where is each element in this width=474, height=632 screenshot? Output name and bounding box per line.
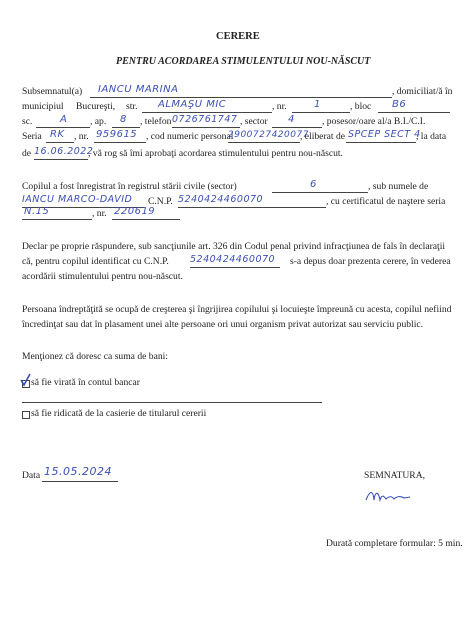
seria-label: Seria: [22, 131, 42, 142]
street-line: [142, 112, 272, 113]
seria-line: [46, 142, 74, 143]
child-name-value: IANCU MARCO-DAVID: [22, 194, 133, 205]
declar-line-3: acordării stimulentului pentru nou-născut.: [22, 271, 183, 282]
subsemnatul-label: Subsemnatul(a): [22, 86, 83, 97]
option-cashier-checkbox[interactable]: [22, 411, 30, 419]
cnp-value: 2900727420077: [228, 130, 309, 140]
de-label: de: [22, 148, 32, 159]
bloc-label: , bloc: [350, 101, 372, 112]
semnatura-label: SEMNATURA,: [364, 470, 426, 481]
sector-line: [272, 127, 322, 128]
numele-label: , sub numele de: [368, 181, 429, 192]
eliberat-value: SPCEP SECT 4: [348, 129, 421, 140]
applicant-name-value: IANCU MARINA: [98, 84, 179, 95]
street-label: str.: [126, 101, 138, 112]
domiciliat-label: , domiciliat/ă în: [392, 86, 453, 97]
bloc-value: B6: [392, 99, 407, 110]
persoana-line-1: Persoana îndreptăţită se ocupă de creşterea şi îngrijirea copilului şi locuieşte împreună cu acesta, copilul nefiind: [22, 304, 452, 315]
persoana-line-2: încredinţat sau dat în plasament unei alte persoane ori unui organism privat autorizat sau serviciu public.: [22, 319, 424, 330]
data-label: Data: [22, 470, 41, 481]
cnp-line: [228, 142, 300, 143]
municipiul-value: Bucureşti,: [76, 101, 116, 112]
mention-text: Menţionez că doresc ca suma de bani:: [22, 351, 168, 362]
signature-icon: [364, 486, 412, 508]
seria-value: RK: [50, 129, 65, 140]
id-nr-value: 959615: [96, 129, 138, 140]
sc-value: A: [60, 114, 68, 125]
sc-label: sc.: [22, 116, 33, 127]
date-value: 15.05.2024: [44, 465, 112, 478]
declar-cnp-value: 5240424460070: [190, 254, 276, 265]
ap-line: [112, 127, 140, 128]
la-data-label: , la data: [416, 131, 447, 142]
declar-line-2b: s-a depus doar prezenta cerere, în vederea: [290, 256, 451, 267]
de-value: 16.06.2022: [34, 146, 94, 157]
ap-value: 8: [120, 114, 127, 125]
declar-line-1: Declar pe proprie răspundere, sub sancţiunile art. 326 din Codul penal privind infracţiunea de fals în declaraţii: [22, 241, 446, 252]
street-value: ALMAŞU MIC: [158, 99, 227, 110]
document-title: CERERE: [216, 31, 260, 42]
cert-nr-value: 220619: [114, 206, 156, 217]
bloc-line: [378, 112, 450, 113]
cnp-label: , cod numeric personal: [146, 131, 234, 142]
ap-label: , ap.: [90, 116, 107, 127]
municipiul-label: municipiul: [22, 101, 64, 112]
posesor-label: , posesor/oare al/a B.I./C.I.: [322, 116, 426, 127]
declar-line-2a: că, pentru copilul identificat cu C.N.P.: [22, 256, 169, 267]
child-sector-line: [272, 192, 368, 193]
sector-label: , sector: [240, 116, 268, 127]
de-line: [34, 159, 88, 160]
check-mark-icon: [18, 372, 32, 388]
child-cnp-line: [178, 207, 326, 208]
telefon-value: 0726761747: [172, 114, 238, 125]
option-bank-label: să fie virată în contul bancar: [31, 377, 140, 388]
declar-cnp-line: [190, 267, 280, 268]
date-line: [42, 481, 118, 482]
sector-value: 4: [288, 114, 295, 125]
child-cnp-label: C.N.P.: [148, 196, 173, 207]
id-nr-line: [94, 142, 146, 143]
nr-value: 1: [314, 99, 321, 110]
cert-nr-line: [112, 219, 180, 220]
sc-line: [36, 127, 90, 128]
child-cnp-value: 5240424460070: [178, 194, 264, 205]
nr-label: , nr.: [272, 101, 287, 112]
telefon-label: , telefon: [140, 116, 172, 127]
telefon-line: [172, 127, 240, 128]
eliberat-label: , eliberat de: [300, 131, 346, 142]
name-line: [90, 97, 392, 98]
nr-line: [292, 112, 350, 113]
duration-text: Durată completare formular: 5 min.: [326, 538, 463, 549]
cert-seria-line: [22, 219, 92, 220]
child-sector-value: 6: [310, 179, 317, 190]
bank-account-line: [22, 402, 322, 403]
copilul-label: Copilul a fost înregistrat în registrul stării civile (sector): [22, 181, 237, 192]
document-subtitle: PENTRU ACORDAREA STIMULENTULUI NOU-NĂSCUT: [116, 56, 371, 67]
certificat-label: , cu certificatul de naştere seria: [326, 196, 446, 207]
id-nr-label: , nr.: [74, 131, 89, 142]
p1-end-text: , vă rog să îmi aprobaţi acordarea stimulentului pentru nou-născut.: [88, 148, 343, 159]
cert-nr-label: , nr.: [92, 208, 107, 219]
eliberat-line: [346, 142, 416, 143]
option-cashier-label: să fie ridicată de la casierie de titularul cererii: [31, 408, 207, 419]
cert-seria-value: N.15: [24, 206, 50, 217]
